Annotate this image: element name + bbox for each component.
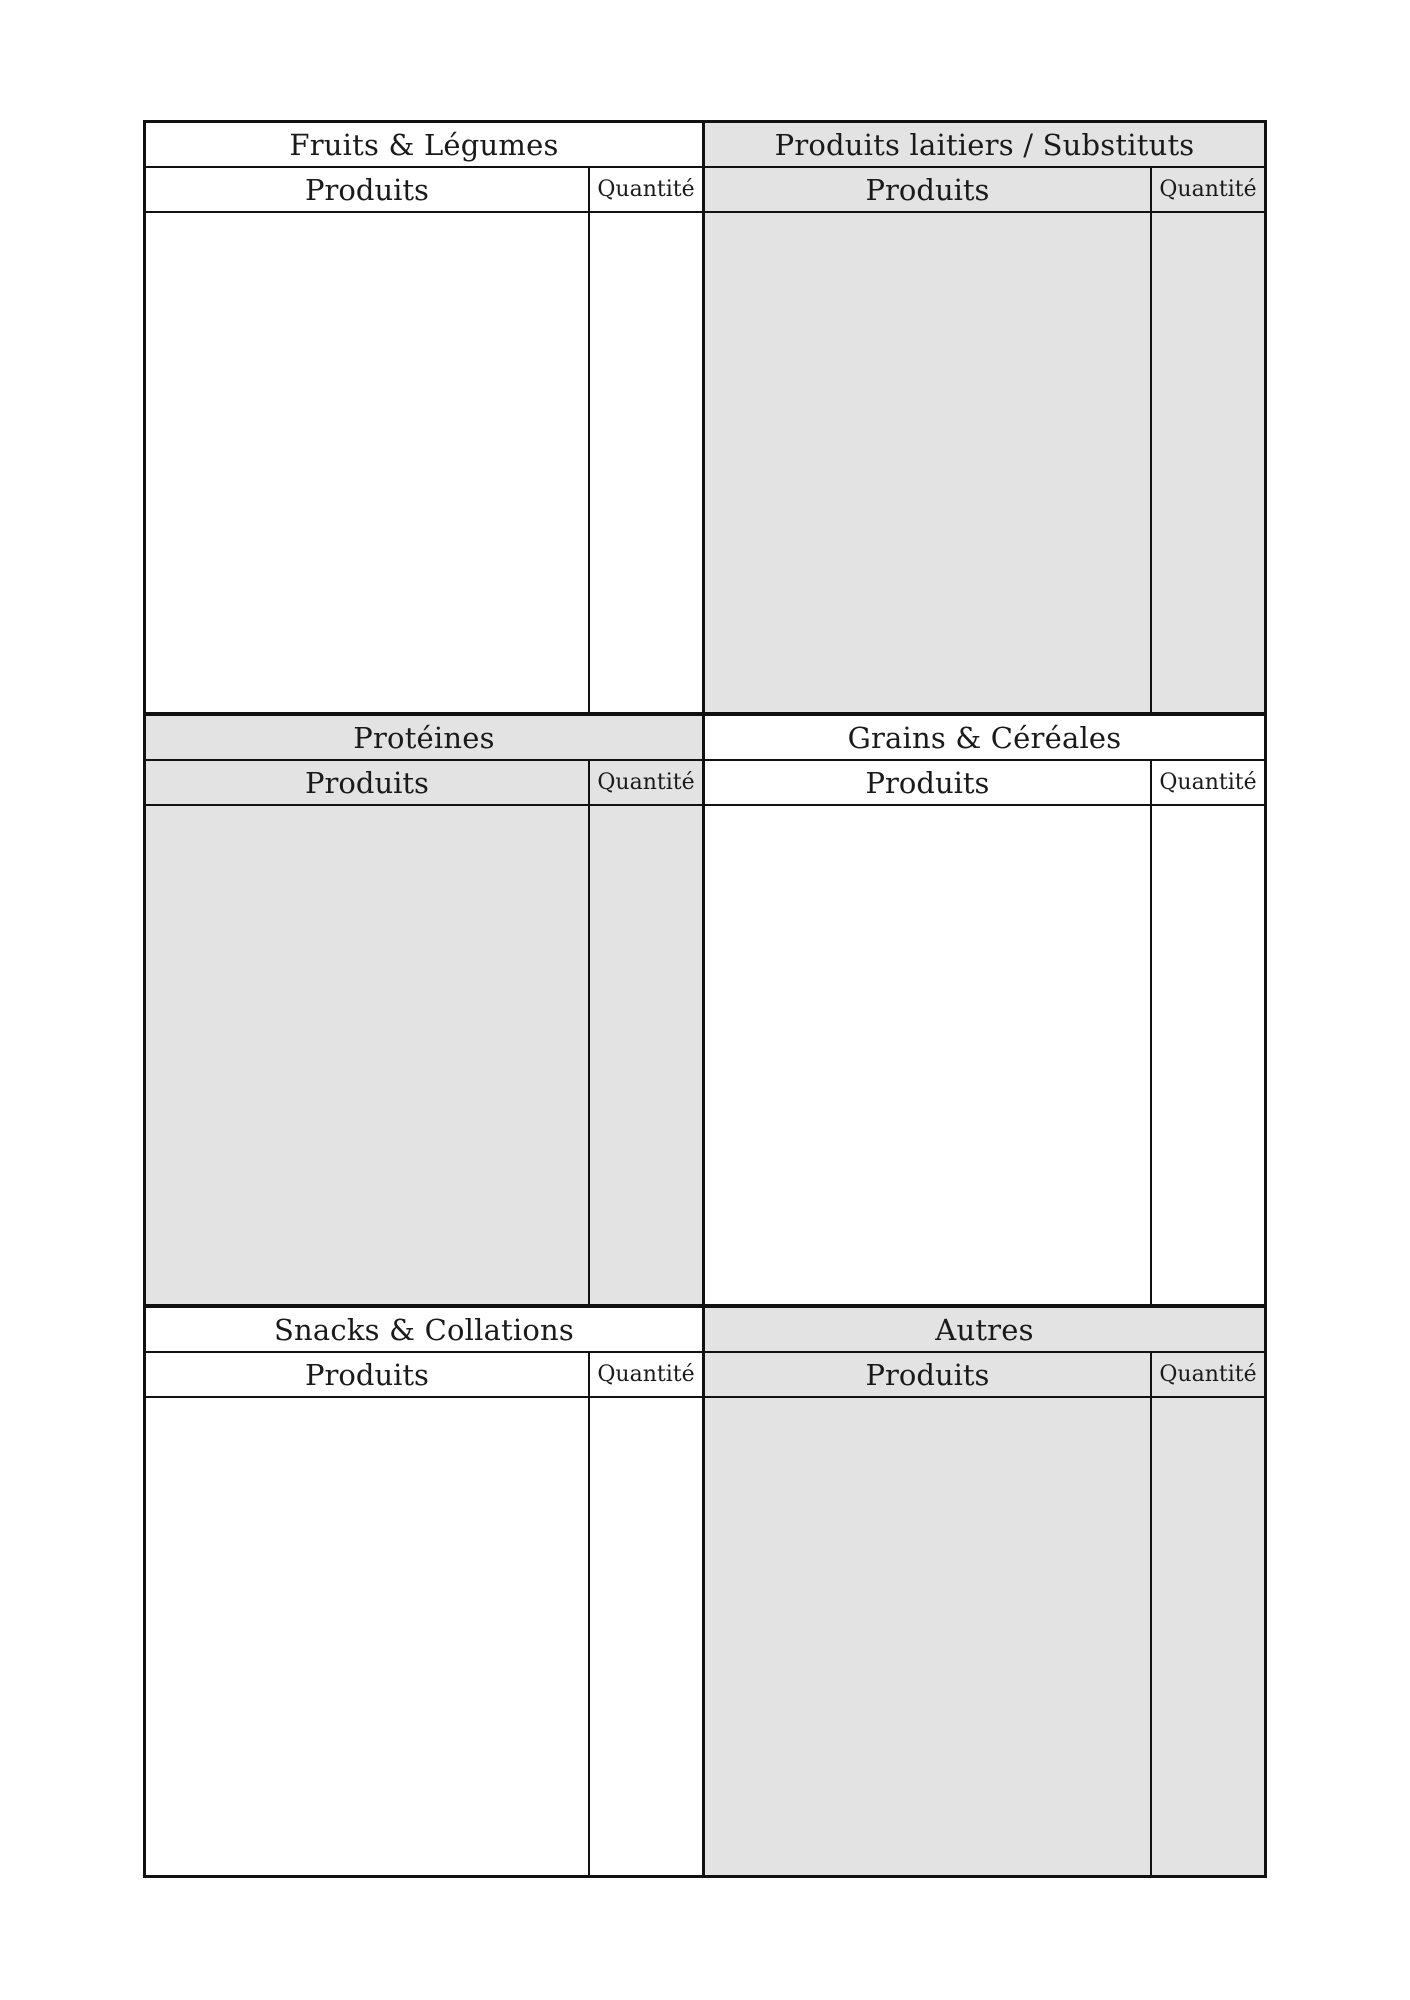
products-entry-cell[interactable] <box>146 213 590 712</box>
quantity-column-header: Quantité <box>1159 177 1257 202</box>
column-headers <box>146 761 702 806</box>
products-entry-cell[interactable] <box>705 1398 1152 1875</box>
column-headers <box>146 1353 702 1398</box>
section-title: Autres <box>705 1308 1264 1353</box>
column-headers <box>705 761 1264 806</box>
quantity-entry-cell[interactable] <box>1152 806 1264 1304</box>
products-column-header: Produits <box>146 1353 590 1396</box>
quantity-column-header: Quantité <box>1159 770 1257 795</box>
section-snacks-collations <box>146 1308 705 1875</box>
entry-area <box>705 1398 1264 1875</box>
quantity-entry-cell[interactable] <box>590 213 702 712</box>
quantity-entry-cell[interactable] <box>1152 1398 1264 1875</box>
shopping-list-grid <box>143 120 1267 1878</box>
products-column-header: Produits <box>705 1353 1152 1396</box>
entry-area <box>146 806 702 1304</box>
products-column-header: Produits <box>146 761 590 804</box>
products-column-header: Produits <box>705 761 1152 804</box>
entry-area <box>705 806 1264 1304</box>
quantity-column-header: Quantité <box>597 1362 695 1387</box>
quantity-column-header: Quantité <box>597 770 695 795</box>
column-headers <box>146 168 702 213</box>
quantity-column-header: Quantité <box>1159 1362 1257 1387</box>
products-column-header: Produits <box>146 168 590 211</box>
section-autres <box>705 1308 1264 1875</box>
products-entry-cell[interactable] <box>705 213 1152 712</box>
quantity-entry-cell[interactable] <box>590 1398 702 1875</box>
section-proteines <box>146 716 705 1308</box>
column-headers <box>705 168 1264 213</box>
products-entry-cell[interactable] <box>705 806 1152 1304</box>
section-title: Protéines <box>146 716 702 761</box>
section-title: Fruits & Légumes <box>146 123 702 168</box>
section-produits-laitiers <box>705 123 1264 716</box>
quantity-entry-cell[interactable] <box>590 806 702 1304</box>
entry-area <box>146 213 702 712</box>
column-headers <box>705 1353 1264 1398</box>
quantity-entry-cell[interactable] <box>1152 213 1264 712</box>
products-entry-cell[interactable] <box>146 806 590 1304</box>
products-column-header: Produits <box>705 168 1152 211</box>
section-title: Produits laitiers / Substituts <box>705 123 1264 168</box>
entry-area <box>705 213 1264 712</box>
quantity-column-header: Quantité <box>597 177 695 202</box>
entry-area <box>146 1398 702 1875</box>
section-title: Grains & Céréales <box>705 716 1264 761</box>
products-entry-cell[interactable] <box>146 1398 590 1875</box>
section-fruits-legumes <box>146 123 705 716</box>
section-grains-cereales <box>705 716 1264 1308</box>
section-title: Snacks & Collations <box>146 1308 702 1353</box>
